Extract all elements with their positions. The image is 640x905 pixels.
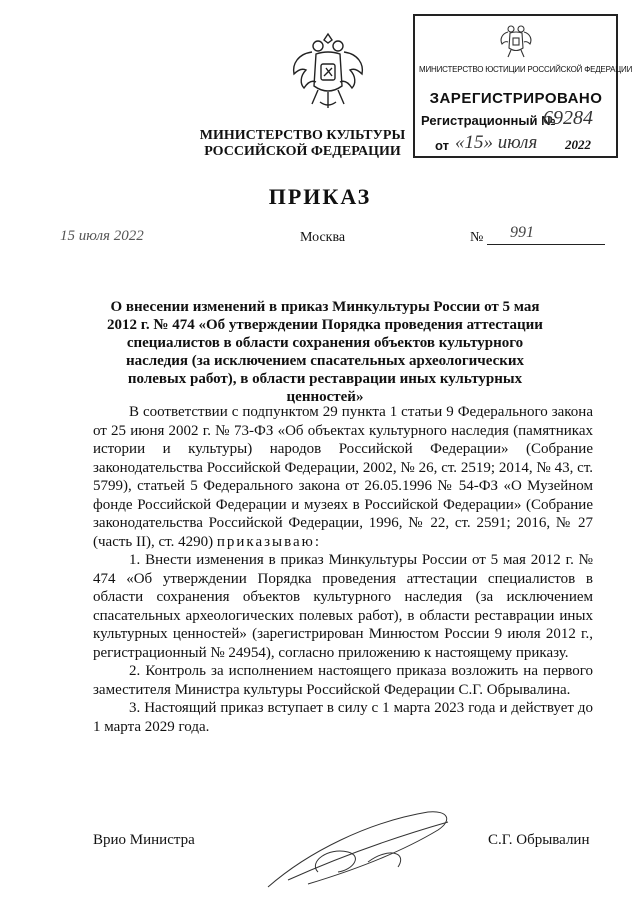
document-subject: О внесении изменений в приказ Минкультуры России от 5 мая 2012 г. № 474 «Об утверждении Порядка проведения аттестации специалистов в области сохранения объектов культурного наследия (за исключением спасательных археологических полевых работ), в области реставрации иных культурных ценностей»	[107, 299, 543, 405]
handwritten-signature	[248, 792, 468, 902]
stamp-reg-number-label: Регистрационный №	[421, 113, 556, 128]
preamble-paragraph	[93, 403, 593, 551]
stamp-registered: ЗАРЕГИСТРИРОВАНО	[429, 90, 603, 107]
ministry-line1: МИНИСТЕРСТВО КУЛЬТУРЫ	[199, 128, 406, 143]
handwritten-date: 15 июля 2022	[60, 228, 144, 244]
stamp-org: МИНИСТЕРСТВО ЮСТИЦИИ РОССИЙСКОЙ ФЕДЕРАЦИИ	[419, 65, 633, 74]
number-underline	[487, 244, 605, 245]
number-label: №	[470, 230, 484, 245]
item-2: 2. Контроль за исполнением настоящего приказа возложить на первого заместителя Министра культуры Российской Федерации С.Г. Обрывалина.	[93, 663, 593, 698]
signatory-position: Врио Министра	[93, 832, 195, 848]
signatory-name: С.Г. Обрывалин	[488, 832, 590, 848]
item-3: 3. Настоящий приказ вступает в силу с 1 марта 2023 года и действует до 1 марта 2029 года.	[93, 700, 593, 735]
registration-stamp	[413, 14, 633, 158]
city: Москва	[300, 230, 346, 245]
ministry-line2: РОССИЙСКОЙ ФЕДЕРАЦИИ	[204, 144, 401, 159]
preamble-text: В соответствии с подпунктом 29 пункта 1 статьи 9 Федерального закона от 25 июня 2002 г. № 73-ФЗ «Об объектах культурного наследия (памятниках истории и культуры) народов Российской Федерации» (Собрание законодательства Российской Федерации, 2002, № 26, ст. 2519; 2014, № 43, ст. 5799), статьей 5 Федерального закона от 26.05.1996 № 54-ФЗ «О Музейном фонде Российской Федерации и музеях в Российской Федерации» (Собрание законодательства Российской Федерации, 1996, № 22, ст. 2591; 2016, № 27 (часть II), ст. 4290)	[93, 404, 593, 550]
ministry-name	[190, 128, 415, 160]
document-title: ПРИКАЗ	[268, 184, 372, 209]
order-word: приказываю:	[216, 533, 322, 550]
handwritten-number: 991	[510, 224, 534, 241]
stamp-coat-of-arms-icon	[498, 22, 534, 60]
stamp-date-label: от	[435, 138, 449, 153]
coat-of-arms-icon	[288, 30, 368, 116]
stamp-year: 2022	[565, 137, 591, 152]
stamp-reg-number: 69284	[543, 107, 593, 129]
item-1: 1. Внести изменения в приказ Минкультуры России от 5 мая 2012 г. № 474 «Об утверждении Порядка проведения аттестации специалистов в области сохранения объектов культурного наследия (за исключением спасательных археологических полевых работ), в области реставрации иных культурных ценностей» (зарегистрирован Минюстом России 9 июля 2012 г., регистрационный № 24954), согласно приложению к настоящему приказу.	[93, 552, 593, 661]
stamp-date: «15» июля	[455, 132, 538, 153]
document-body	[93, 403, 593, 736]
